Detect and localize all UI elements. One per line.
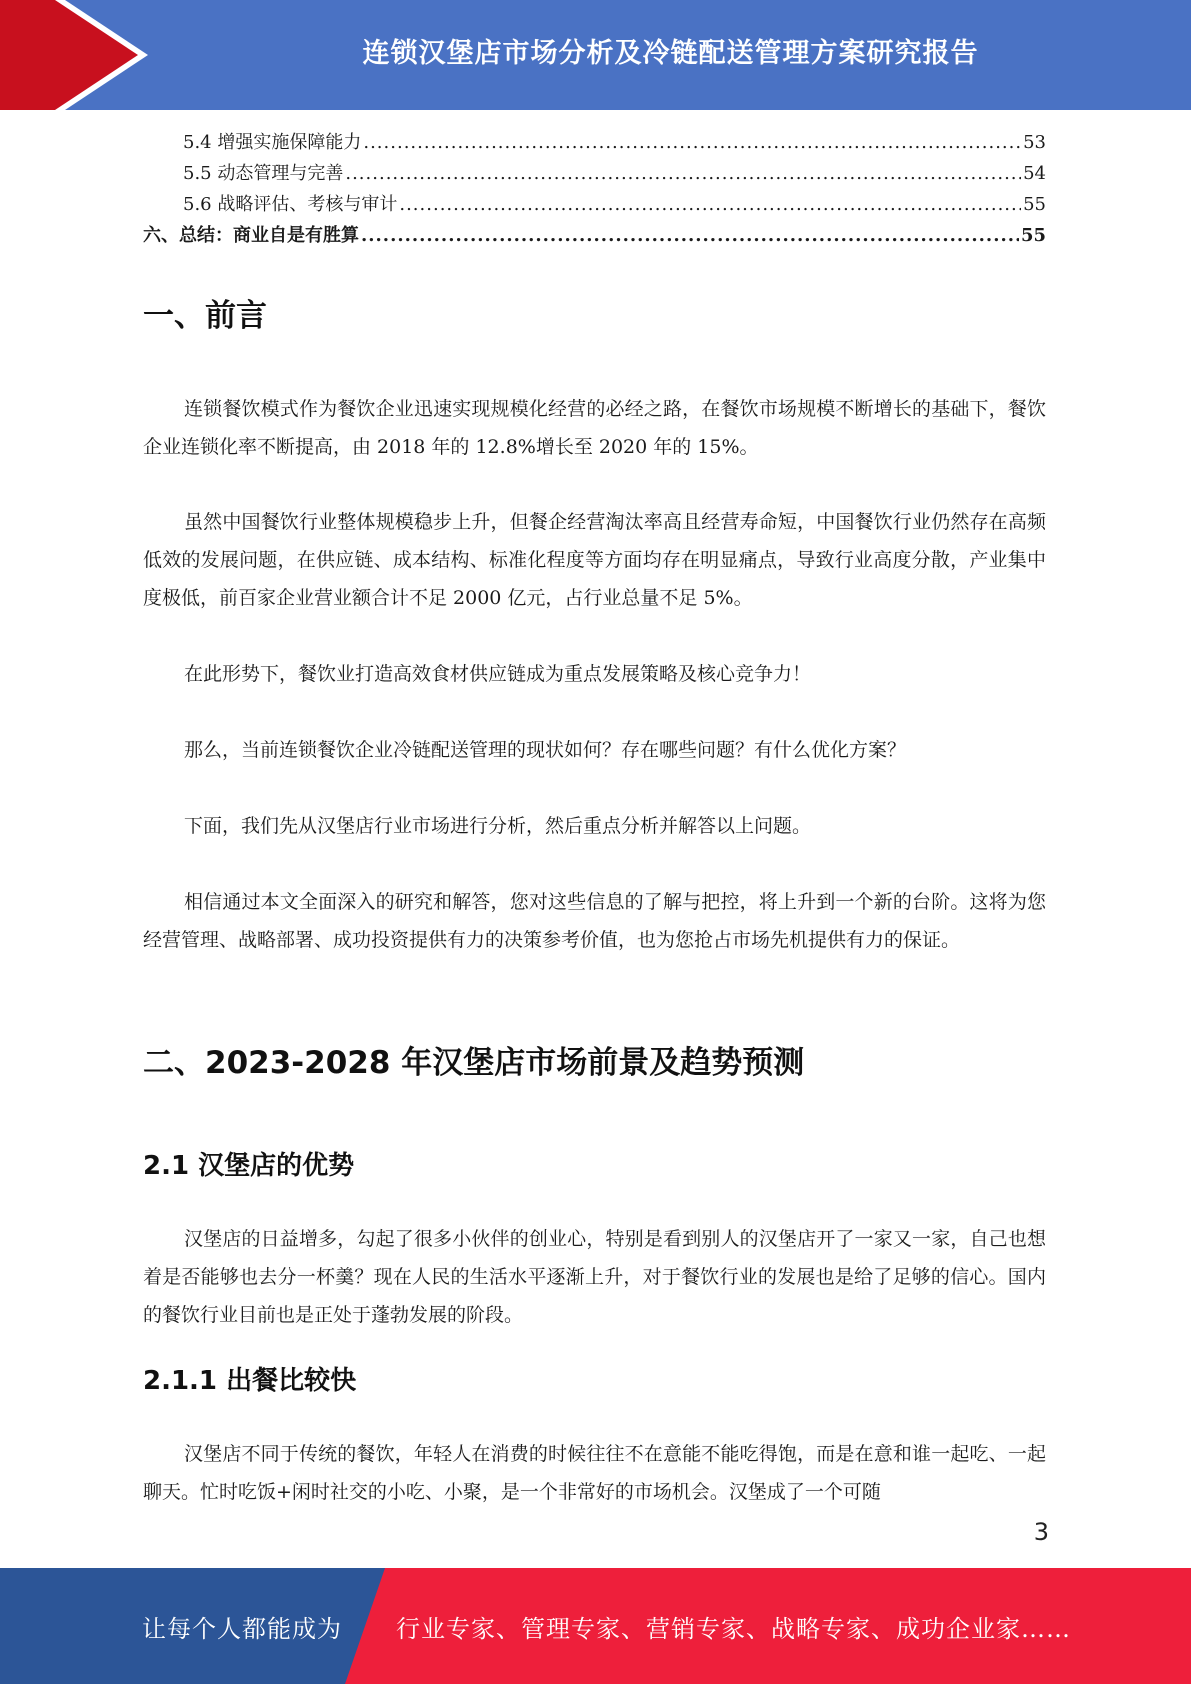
section-heading: 一、前言: [143, 298, 267, 334]
section-heading: 二、2023-2028 年汉堡店市场前景及趋势预测: [143, 1045, 805, 1081]
toc-entry-page: 53: [1023, 132, 1046, 153]
page-number: 3: [1033, 1518, 1049, 1546]
toc-entry[interactable]: [143, 221, 1046, 251]
toc-leader-dots: [399, 190, 1021, 220]
body-paragraph: 那么，当前连锁餐饮企业冷链配送管理的现状如何？存在哪些问题？有什么优化方案？: [184, 739, 907, 761]
toc-entry-label: 5.4 增强实施保障能力: [183, 132, 362, 153]
toc-entry[interactable]: [143, 159, 1046, 189]
toc-entry-page: 55: [1020, 225, 1046, 246]
toc-entry-label: 5.5 动态管理与完善: [183, 163, 344, 184]
report-title: 连锁汉堡店市场分析及冷链配送管理方案研究报告: [362, 37, 979, 69]
toc-leader-dots: [361, 221, 1019, 251]
footer-slogan-right: 行业专家、管理专家、营销专家、战略专家、成功企业家……: [396, 1614, 1071, 1643]
body-paragraph: 下面，我们先从汉堡店行业市场进行分析，然后重点分析并解答以上问题。: [184, 815, 812, 837]
footer-slogan-left: 让每个人都能成为: [142, 1614, 342, 1643]
toc-entry-label: 六、总结：商业自是有胜算: [143, 225, 359, 246]
subsection-heading: 2.1.1 出餐比较快: [143, 1366, 357, 1396]
toc-entry-page: 55: [1023, 194, 1046, 215]
page-footer: [0, 1568, 1191, 1684]
subsection-heading: 2.1 汉堡店的优势: [143, 1151, 355, 1181]
toc-entry[interactable]: [143, 190, 1046, 220]
body-paragraph: 连锁餐饮模式作为餐饮企业迅速实现规模化经营的必经之路，在餐饮市场规模不断增长的基础下，餐饮企业连锁化率不断提高，由 2018 年的 12.8%增长至 2020 年的 15%。: [143, 398, 1046, 458]
toc-leader-dots: [363, 128, 1021, 158]
page-header: [0, 0, 1191, 110]
toc-entry[interactable]: [143, 128, 1046, 158]
toc-entry-page: 54: [1023, 163, 1046, 184]
body-paragraph: 汉堡店不同于传统的餐饮，年轻人在消费的时候往往不在意能不能吃得饱，而是在意和谁一起吃、一起聊天。忙时吃饭+闲时社交的小吃、小聚，是一个非常好的市场机会。汉堡成了一个可随: [143, 1443, 1046, 1503]
toc-entry-label: 5.6 战略评估、考核与审计: [183, 194, 398, 215]
body-paragraph: 在此形势下，餐饮业打造高效食材供应链成为重点发展策略及核心竞争力！: [184, 663, 812, 685]
toc-leader-dots: [345, 159, 1021, 189]
body-paragraph: 汉堡店的日益增多，勾起了很多小伙伴的创业心，特别是看到别人的汉堡店开了一家又一家，自己也想着是否能够也去分一杯羹？现在人民的生活水平逐渐上升，对于餐饮行业的发展也是给了足够的信心。国内的餐饮行业目前也是正处于蓬勃发展的阶段。: [143, 1228, 1046, 1326]
body-paragraph: 虽然中国餐饮行业整体规模稳步上升，但餐企经营淘汰率高且经营寿命短，中国餐饮行业仍然存在高频低效的发展问题，在供应链、成本结构、标准化程度等方面均存在明显痛点，导致行业高度分散，产业集中度极低，前百家企业营业额合计不足 2000 亿元，占行业总量不足 5%。: [143, 511, 1046, 609]
body-paragraph: 相信通过本文全面深入的研究和解答，您对这些信息的了解与把控，将上升到一个新的台阶。这将为您经营管理、战略部署、成功投资提供有力的决策参考价值，也为您抢占市场先机提供有力的保证。: [143, 891, 1046, 951]
